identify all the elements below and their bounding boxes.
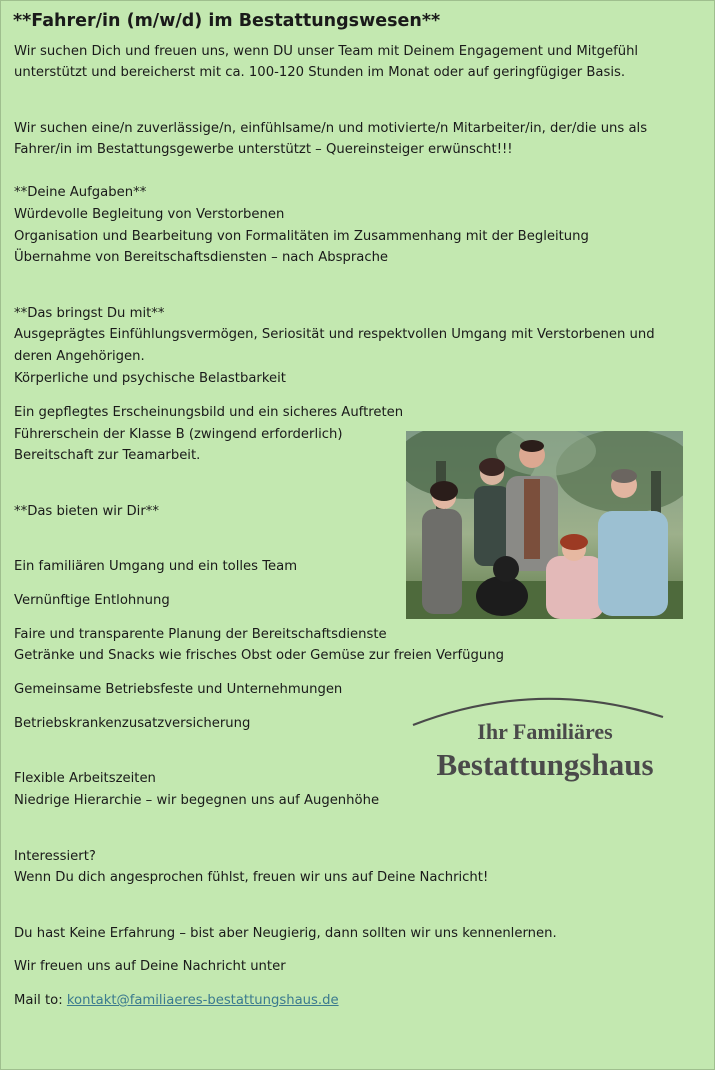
offer-item: Niedrige Hierarchie – wir begegnen uns auf Augenhöhe: [14, 793, 380, 808]
offer-item: Gemeinsame Betriebsfeste und Unternehmungen: [14, 682, 343, 697]
search-line-1: Wir suchen eine/n zuverlässige/n, einfühlsame/n und motivierte/n Mitarbeiter/in, der/die uns als: [14, 121, 648, 136]
requirement-item: Körperliche und psychische Belastbarkeit: [14, 371, 286, 386]
requirement-item: Führerschein der Klasse B (zwingend erforderlich): [14, 427, 343, 442]
logo-line-2: Bestattungshaus: [436, 747, 654, 782]
offer-item: Ein familiären Umgang und ein tolles Team: [14, 559, 298, 574]
task-item: Übernahme von Bereitschaftsdiensten – nach Absprache: [14, 250, 389, 265]
job-title: **Fahrer/in (m/w/d) im Bestattungswesen**: [13, 11, 441, 31]
offer-item: Betriebskrankenzusatzversicherung: [14, 716, 251, 731]
task-item: Würdevolle Begleitung von Verstorbenen: [14, 207, 285, 222]
intro-line-1: Wir suchen Dich und freuen uns, wenn DU unser Team mit Deinem Engagement und Mitgefühl: [14, 44, 639, 59]
requirement-item: Ein gepflegtes Erscheinungsbild und ein sicheres Auftreten: [14, 405, 404, 420]
interested-text: Interessiert?: [14, 849, 96, 864]
looking-forward-text: Wir freuen uns auf Deine Nachricht unter: [14, 959, 286, 974]
requirements-heading: **Das bringst Du mit**: [14, 306, 165, 321]
mail-label: Mail to:: [14, 993, 67, 1008]
requirement-item: Bereitschaft zur Teamarbeit.: [14, 448, 201, 463]
company-logo: [409, 687, 669, 787]
tasks-heading: **Deine Aufgaben**: [14, 185, 147, 200]
no-experience-text: Du hast Keine Erfahrung – bist aber Neugierig, dann sollten wir uns kennenlernen.: [14, 926, 557, 941]
logo-line-1: Ihr Familiäres: [477, 719, 613, 744]
offer-item: Flexible Arbeitszeiten: [14, 771, 156, 786]
requirement-item: deren Angehörigen.: [14, 349, 145, 364]
search-line-2: Fahrer/in im Bestattungsgewerbe unterstützt – Quereinsteiger erwünscht!!!: [14, 142, 513, 157]
offer-item: Faire und transparente Planung der Bereitschaftsdienste: [14, 627, 387, 642]
email-link[interactable]: kontakt@familiaeres-bestattungshaus.de: [66, 993, 339, 1008]
team-photo: [406, 431, 683, 619]
intro-line-2: unterstützt und bereicherst mit ca. 100-120 Stunden im Monat oder auf geringfügiger Basis.: [14, 65, 626, 80]
task-item: Organisation und Bearbeitung von Formalitäten im Zusammenhang mit der Begleitung: [14, 229, 589, 244]
requirement-item: Ausgeprägtes Einfühlungsvermögen, Seriosität und respektvollen Umgang mit Verstorbenen und: [14, 327, 655, 342]
offer-item: Vernünftige Entlohnung: [14, 593, 170, 608]
offer-heading: **Das bieten wir Dir**: [14, 504, 159, 519]
mail-line: [14, 990, 339, 1012]
contact-prompt: Wenn Du dich angesprochen fühlst, freuen wir uns auf Deine Nachricht!: [14, 870, 489, 885]
offer-item: Getränke und Snacks wie frisches Obst oder Gemüse zur freien Verfügung: [14, 648, 504, 663]
